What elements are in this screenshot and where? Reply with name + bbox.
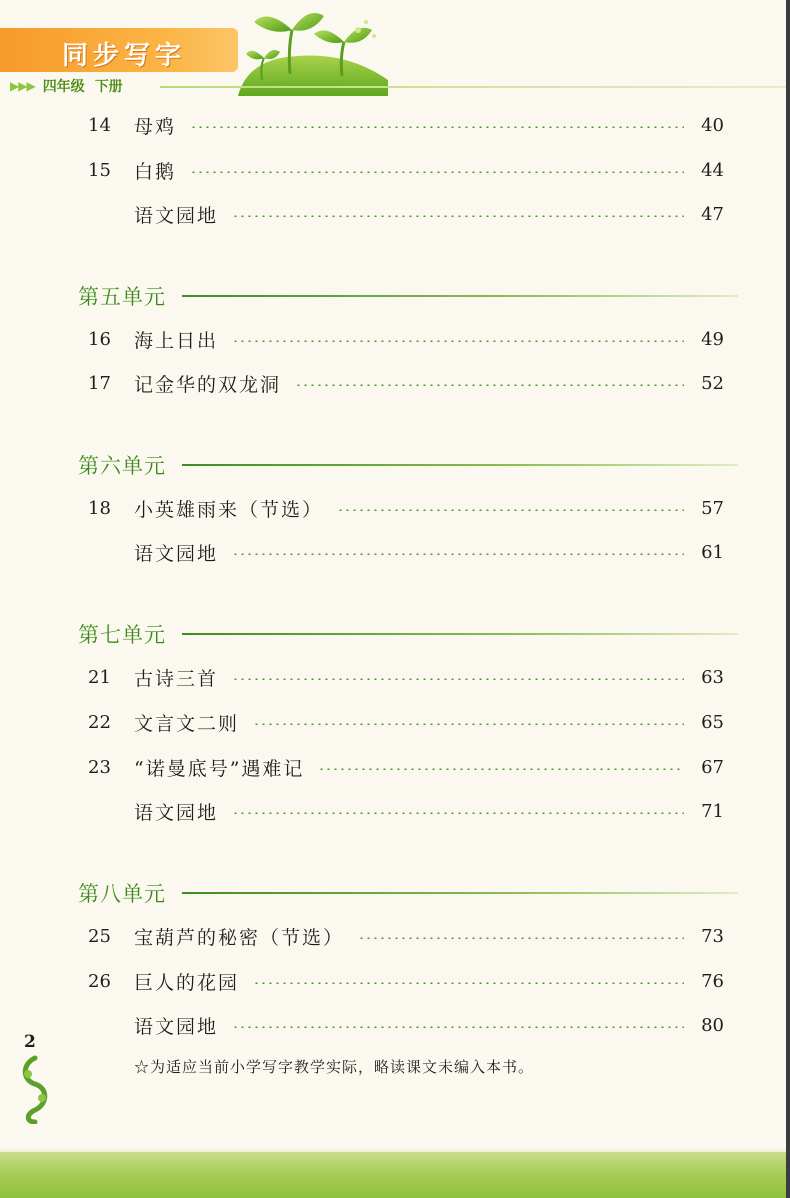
unit-rule (182, 892, 738, 894)
page-ref: 73 (701, 925, 724, 947)
unit-title: 第七单元 (78, 623, 166, 647)
lesson-title: 宝葫芦的秘密（节选） (134, 926, 345, 949)
toc-row[interactable] (88, 966, 724, 996)
volume-text: 下册 (94, 79, 123, 95)
toc-row[interactable] (88, 110, 724, 140)
toc-row[interactable] (88, 707, 724, 737)
page-ref: 80 (701, 1014, 724, 1036)
unit-rule (182, 295, 738, 297)
unit-heading[interactable] (78, 279, 738, 313)
unit-rule (182, 633, 738, 635)
lesson-number: 14 (88, 114, 111, 136)
unit-heading[interactable] (78, 876, 738, 910)
dot-leader (253, 982, 684, 984)
page-ref: 65 (701, 711, 724, 733)
dot-leader (232, 812, 684, 814)
dot-leader (232, 1026, 684, 1028)
unit-heading[interactable] (78, 617, 738, 651)
lesson-title: 海上日出 (134, 329, 219, 352)
lesson-title: “诺曼底号”遇难记 (134, 757, 305, 780)
toc-row[interactable] (88, 199, 724, 229)
lesson-title: 文言文二则 (134, 712, 240, 735)
page-ref: 52 (701, 372, 724, 394)
toc-row[interactable] (88, 324, 724, 354)
unit-title: 第六单元 (78, 454, 166, 478)
page-ref: 61 (701, 541, 724, 563)
dot-leader (190, 126, 684, 128)
dot-leader (232, 678, 684, 680)
lesson-number: 15 (88, 159, 111, 181)
page-ref: 71 (701, 800, 724, 822)
page-ref: 49 (701, 328, 724, 350)
toc-row[interactable] (88, 1010, 724, 1040)
lesson-number: 25 (88, 925, 111, 947)
lesson-number: 18 (88, 497, 111, 519)
toc-row[interactable] (88, 921, 724, 951)
book-title: 同步写字 (62, 41, 187, 71)
toc-row[interactable] (88, 368, 724, 398)
lesson-title: 语文园地 (134, 542, 219, 565)
grade-label (10, 76, 123, 96)
page-ref: 67 (701, 756, 724, 778)
lesson-title: 语文园地 (134, 204, 219, 227)
dot-leader (318, 768, 684, 770)
page-ref: 44 (701, 159, 724, 181)
lesson-number: 21 (88, 666, 111, 688)
lesson-title: 语文园地 (134, 801, 219, 824)
arrow-icons: ▶▶▶ (10, 79, 35, 93)
header-rule (160, 86, 790, 88)
dot-leader (232, 215, 684, 217)
page-ref: 76 (701, 970, 724, 992)
page-ref: 40 (701, 114, 724, 136)
dot-leader (337, 509, 684, 511)
swirl-ornament-icon (18, 1054, 52, 1124)
page-ref: 63 (701, 666, 724, 688)
dot-leader (190, 171, 684, 173)
lesson-title: 小英雄雨来（节选） (134, 498, 324, 521)
grass-strip (0, 1152, 790, 1198)
page-number: 2 (24, 1032, 36, 1052)
page-ref: 47 (701, 203, 724, 225)
lesson-title: 母鸡 (134, 115, 177, 138)
lesson-title: 语文园地 (134, 1015, 219, 1038)
lesson-number: 26 (88, 970, 111, 992)
dot-leader (295, 384, 684, 386)
lesson-title: 巨人的花园 (134, 971, 240, 994)
dot-leader (358, 937, 684, 939)
unit-title: 第五单元 (78, 285, 166, 309)
dot-leader (253, 723, 684, 725)
unit-heading[interactable] (78, 448, 738, 482)
footnote: ☆为适应当前小学写字教学实际，略读课文未编入本书。 (134, 1058, 535, 1076)
page-ref: 57 (701, 497, 724, 519)
lesson-number: 23 (88, 756, 111, 778)
toc-row[interactable] (88, 662, 724, 692)
lesson-number: 16 (88, 328, 111, 350)
lesson-number: 17 (88, 372, 111, 394)
sprout-illustration (238, 0, 388, 96)
lesson-number: 22 (88, 711, 111, 733)
unit-title: 第八单元 (78, 882, 166, 906)
toc-row[interactable] (88, 796, 724, 826)
lesson-title: 白鹅 (134, 160, 177, 183)
toc-row[interactable] (88, 493, 724, 523)
lesson-title: 记金华的双龙洞 (134, 373, 282, 396)
unit-rule (182, 464, 738, 466)
grade-text: 四年级 (42, 79, 85, 95)
dot-leader (232, 553, 684, 555)
toc-row[interactable] (88, 537, 724, 567)
toc-row[interactable] (88, 752, 724, 782)
toc-row[interactable] (88, 155, 724, 185)
lesson-title: 古诗三首 (134, 667, 219, 690)
page-edge (786, 0, 790, 1198)
dot-leader (232, 340, 684, 342)
